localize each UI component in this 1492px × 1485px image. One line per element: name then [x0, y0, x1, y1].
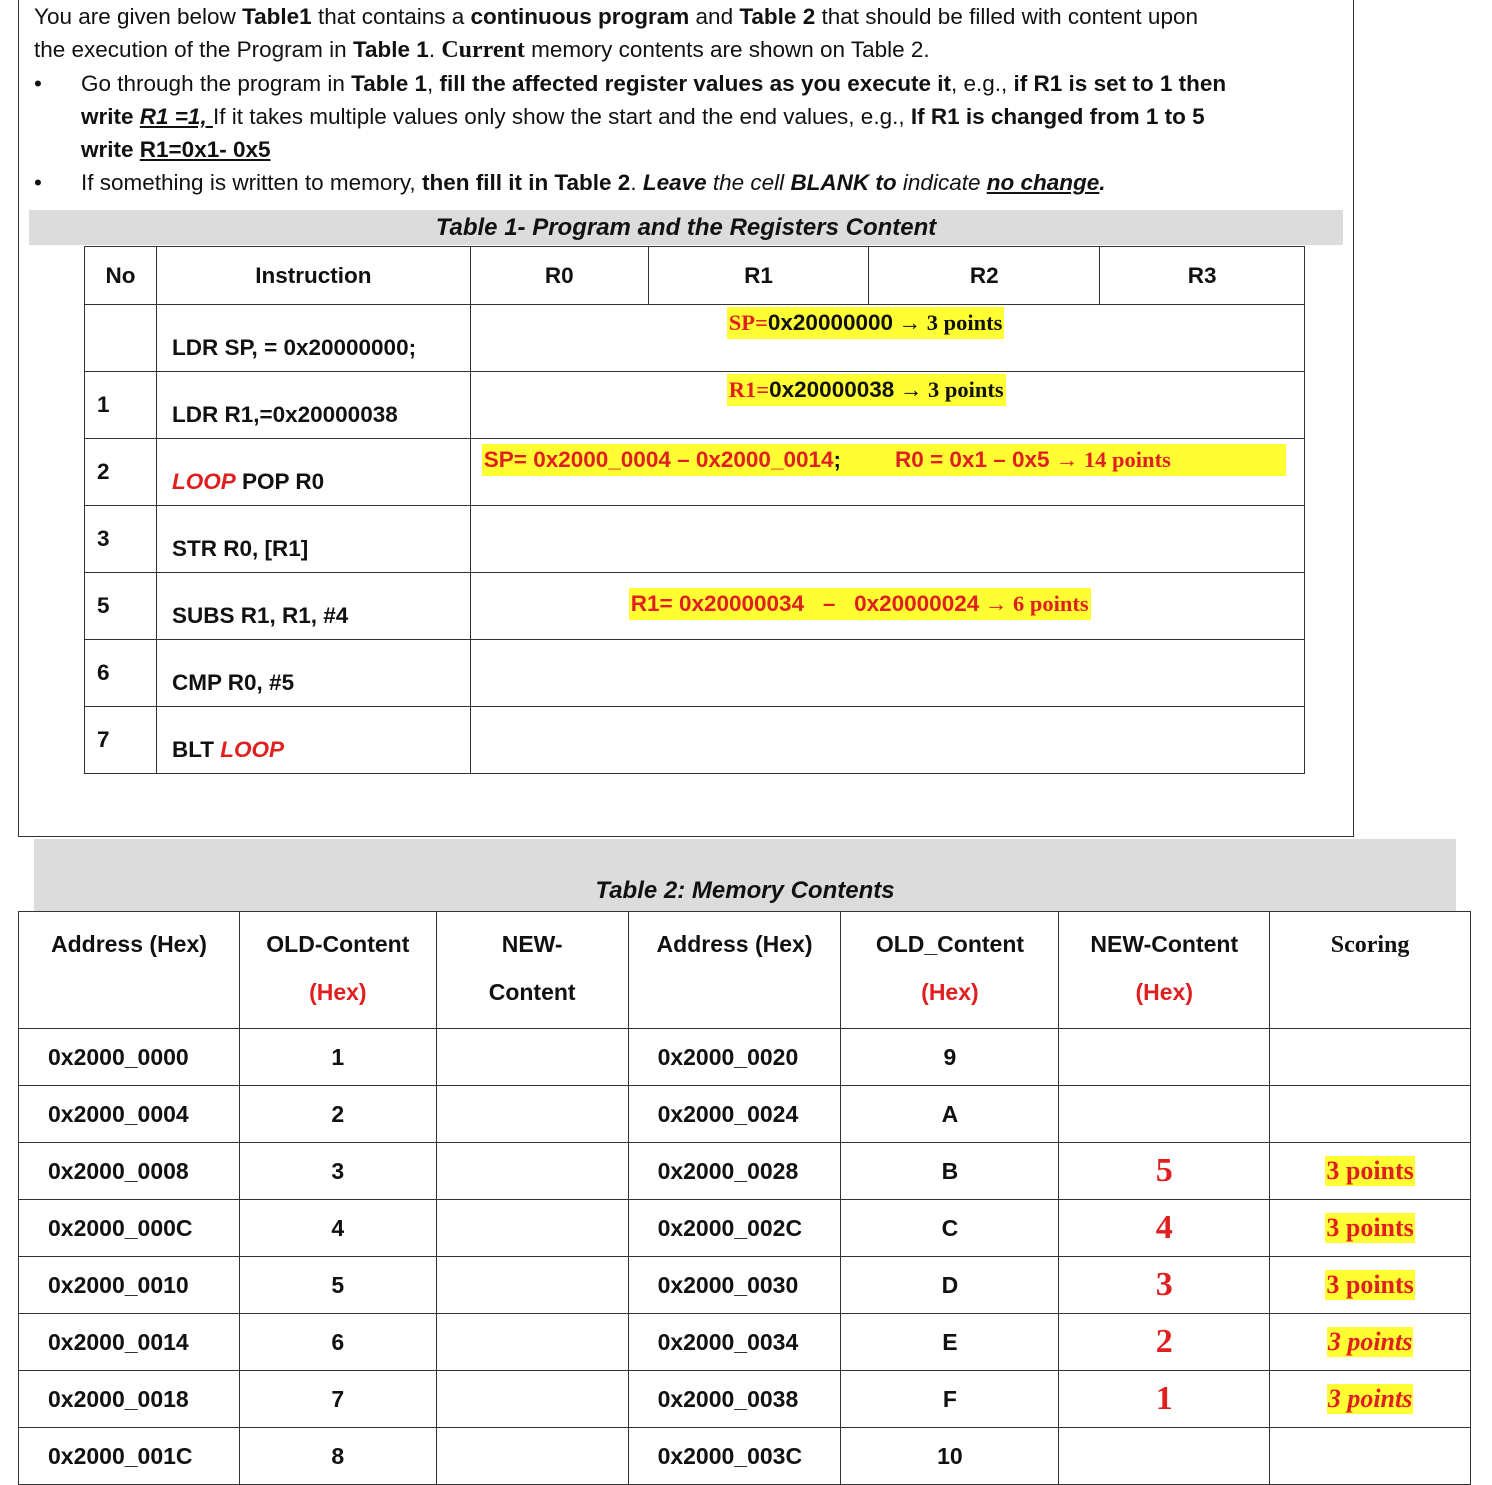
address-cell: 0x2000_0030 [628, 1257, 841, 1314]
new-content-cell[interactable] [436, 1200, 628, 1257]
table-row [85, 707, 1305, 774]
address-cell: 0x2000_0004 [19, 1086, 240, 1143]
table-row [85, 305, 1305, 372]
old-content-cell: B [841, 1143, 1059, 1200]
old-content-cell: E [841, 1314, 1059, 1371]
address-cell: 0x2000_001C [19, 1428, 240, 1485]
instructions [34, 0, 1334, 199]
loop-label: LOOP [171, 469, 236, 494]
new-content-cell[interactable] [436, 1428, 628, 1485]
register-cell [470, 506, 1304, 573]
table-row [19, 1428, 1471, 1485]
scoring-cell [1270, 1029, 1471, 1086]
old-content-cell: 8 [239, 1428, 436, 1485]
new-content-cell[interactable]: 3 [1059, 1257, 1270, 1314]
new-content-cell[interactable] [1059, 1029, 1270, 1086]
address-cell: 0x2000_0014 [19, 1314, 240, 1371]
table-row [19, 1086, 1471, 1143]
address-cell: 0x2000_0010 [19, 1257, 240, 1314]
col-header-instruction: Instruction [156, 247, 470, 305]
address-cell: 0x2000_0034 [628, 1314, 841, 1371]
old-content-cell: 9 [841, 1029, 1059, 1086]
new-content-cell[interactable]: 2 [1059, 1314, 1270, 1371]
intro-line-1: You are given below Table1 that contains a continuous program and Table 2 that should be filled with content upon [34, 4, 1198, 29]
new-content-cell[interactable]: 4 [1059, 1200, 1270, 1257]
table-row [19, 1200, 1471, 1257]
register-cell [470, 573, 1304, 640]
old-content-cell: 7 [239, 1371, 436, 1428]
col-header-r3: R3 [1100, 247, 1305, 305]
answer-highlight: SP= 0x2000_0004 – 0x2000_0014; R0 = 0x1 – 0x5 → 14 points [482, 444, 1286, 476]
score-badge: 3 points [1327, 1384, 1413, 1413]
old-content-cell: 5 [239, 1257, 436, 1314]
old-content-cell: 10 [841, 1428, 1059, 1485]
table-row [85, 573, 1305, 640]
new-content-cell[interactable] [436, 1257, 628, 1314]
row-number: 2 [85, 439, 157, 506]
old-content-cell: F [841, 1371, 1059, 1428]
old-content-cell: 2 [239, 1086, 436, 1143]
loop-label: LOOP [220, 737, 285, 762]
old-content-cell: D [841, 1257, 1059, 1314]
row-number: 3 [85, 506, 157, 573]
address-cell: 0x2000_0024 [628, 1086, 841, 1143]
table-header-row [19, 912, 1471, 1029]
col-header-old-content-1: OLD-Content (Hex) [239, 912, 436, 1029]
address-cell: 0x2000_0000 [19, 1029, 240, 1086]
address-cell: 0x2000_002C [628, 1200, 841, 1257]
address-cell: 0x2000_0008 [19, 1143, 240, 1200]
memory-table [18, 911, 1471, 1485]
old-content-cell: 1 [239, 1029, 436, 1086]
new-content-cell[interactable] [1059, 1086, 1270, 1143]
answer-highlight: SP=0x20000000 → 3 points [727, 307, 1005, 339]
bullet-dot-icon: • [34, 71, 42, 96]
row-number: 7 [85, 707, 157, 774]
instruction-cell: BLT LOOP [156, 707, 470, 774]
col-header-address-1: Address (Hex) [19, 912, 240, 1029]
scoring-cell [1270, 1371, 1471, 1428]
register-cell [470, 707, 1304, 774]
instruction-cell: LOOP POP R0 [156, 439, 470, 506]
scoring-cell [1270, 1257, 1471, 1314]
old-content-cell: 3 [239, 1143, 436, 1200]
new-content-cell[interactable]: 5 [1059, 1143, 1270, 1200]
register-cell [470, 640, 1304, 707]
instruction-cell: STR R0, [R1] [156, 506, 470, 573]
col-header-address-2: Address (Hex) [628, 912, 841, 1029]
row-number: 1 [85, 372, 157, 439]
score-badge: 3 points [1327, 1327, 1413, 1356]
row-number: 6 [85, 640, 157, 707]
address-cell: 0x2000_003C [628, 1428, 841, 1485]
bullet-2: • If something is written to memory, then fill it in Table 2. Leave the cell BLANK to indicate no change. [34, 166, 1334, 199]
table-header-row [85, 247, 1305, 305]
table-row [85, 640, 1305, 707]
table-row [19, 1143, 1471, 1200]
scoring-cell [1270, 1314, 1471, 1371]
row-number: 5 [85, 573, 157, 640]
register-cell [470, 439, 1304, 506]
new-content-cell[interactable] [1059, 1428, 1270, 1485]
table-row [85, 506, 1305, 573]
score-badge: 3 points [1326, 1270, 1414, 1299]
register-cell [470, 305, 1304, 372]
new-content-cell[interactable] [436, 1029, 628, 1086]
col-header-scoring: Scoring [1270, 912, 1471, 1029]
address-cell: 0x2000_000C [19, 1200, 240, 1257]
scoring-cell [1270, 1200, 1471, 1257]
old-content-cell: 6 [239, 1314, 436, 1371]
col-header-r0: R0 [470, 247, 648, 305]
answer-highlight: R1=0x20000038 → 3 points [727, 374, 1006, 406]
table-row [85, 439, 1305, 506]
table-row [19, 1257, 1471, 1314]
scoring-cell [1270, 1086, 1471, 1143]
new-content-cell[interactable]: 1 [1059, 1371, 1270, 1428]
address-cell: 0x2000_0028 [628, 1143, 841, 1200]
table-row [85, 372, 1305, 439]
col-header-no: No [85, 247, 157, 305]
answer-highlight: R1= 0x20000034 – 0x20000024 → 6 points [629, 588, 1091, 620]
scoring-cell [1270, 1143, 1471, 1200]
intro-line-2: the execution of the Program in Table 1. Current memory contents are shown on Table 2. [34, 37, 930, 63]
table-row [19, 1371, 1471, 1428]
instruction-cell: LDR SP, = 0x20000000; [156, 305, 470, 372]
address-cell: 0x2000_0018 [19, 1371, 240, 1428]
new-content-cell[interactable] [436, 1314, 628, 1371]
address-cell: 0x2000_0038 [628, 1371, 841, 1428]
col-header-new-content-1: NEW- Content [436, 912, 628, 1029]
address-cell: 0x2000_0020 [628, 1029, 841, 1086]
program-table [84, 246, 1305, 774]
old-content-cell: A [841, 1086, 1059, 1143]
bullet-1: • Go through the program in Table 1, fill the affected register values as you execute it, e.g., if R1 is set to 1 then write R1 =1, If it takes multiple values only show the start and the end values, e.g., If R1 is changed from 1 to 5 write R1=0x1- 0x5 [34, 67, 1334, 166]
col-header-r1: R1 [648, 247, 869, 305]
table2-caption: Table 2: Memory Contents [34, 839, 1456, 911]
col-header-r2: R2 [869, 247, 1100, 305]
old-content-cell: 4 [239, 1200, 436, 1257]
table1-caption: Table 1- Program and the Registers Content [29, 210, 1343, 245]
new-content-cell[interactable] [436, 1086, 628, 1143]
score-badge: 3 points [1326, 1213, 1414, 1242]
scoring-cell [1270, 1428, 1471, 1485]
register-cell [470, 372, 1304, 439]
instruction-cell: LDR R1,=0x20000038 [156, 372, 470, 439]
table-row [19, 1314, 1471, 1371]
instruction-cell: CMP R0, #5 [156, 640, 470, 707]
old-content-cell: C [841, 1200, 1059, 1257]
bullet-dot-icon: • [34, 170, 42, 195]
row-number [85, 305, 157, 372]
col-header-new-content-2: NEW-Content (Hex) [1059, 912, 1270, 1029]
instruction-cell: SUBS R1, R1, #4 [156, 573, 470, 640]
score-badge: 3 points [1326, 1156, 1414, 1185]
new-content-cell[interactable] [436, 1143, 628, 1200]
col-header-old-content-2: OLD_Content (Hex) [841, 912, 1059, 1029]
table-row [19, 1029, 1471, 1086]
new-content-cell[interactable] [436, 1371, 628, 1428]
